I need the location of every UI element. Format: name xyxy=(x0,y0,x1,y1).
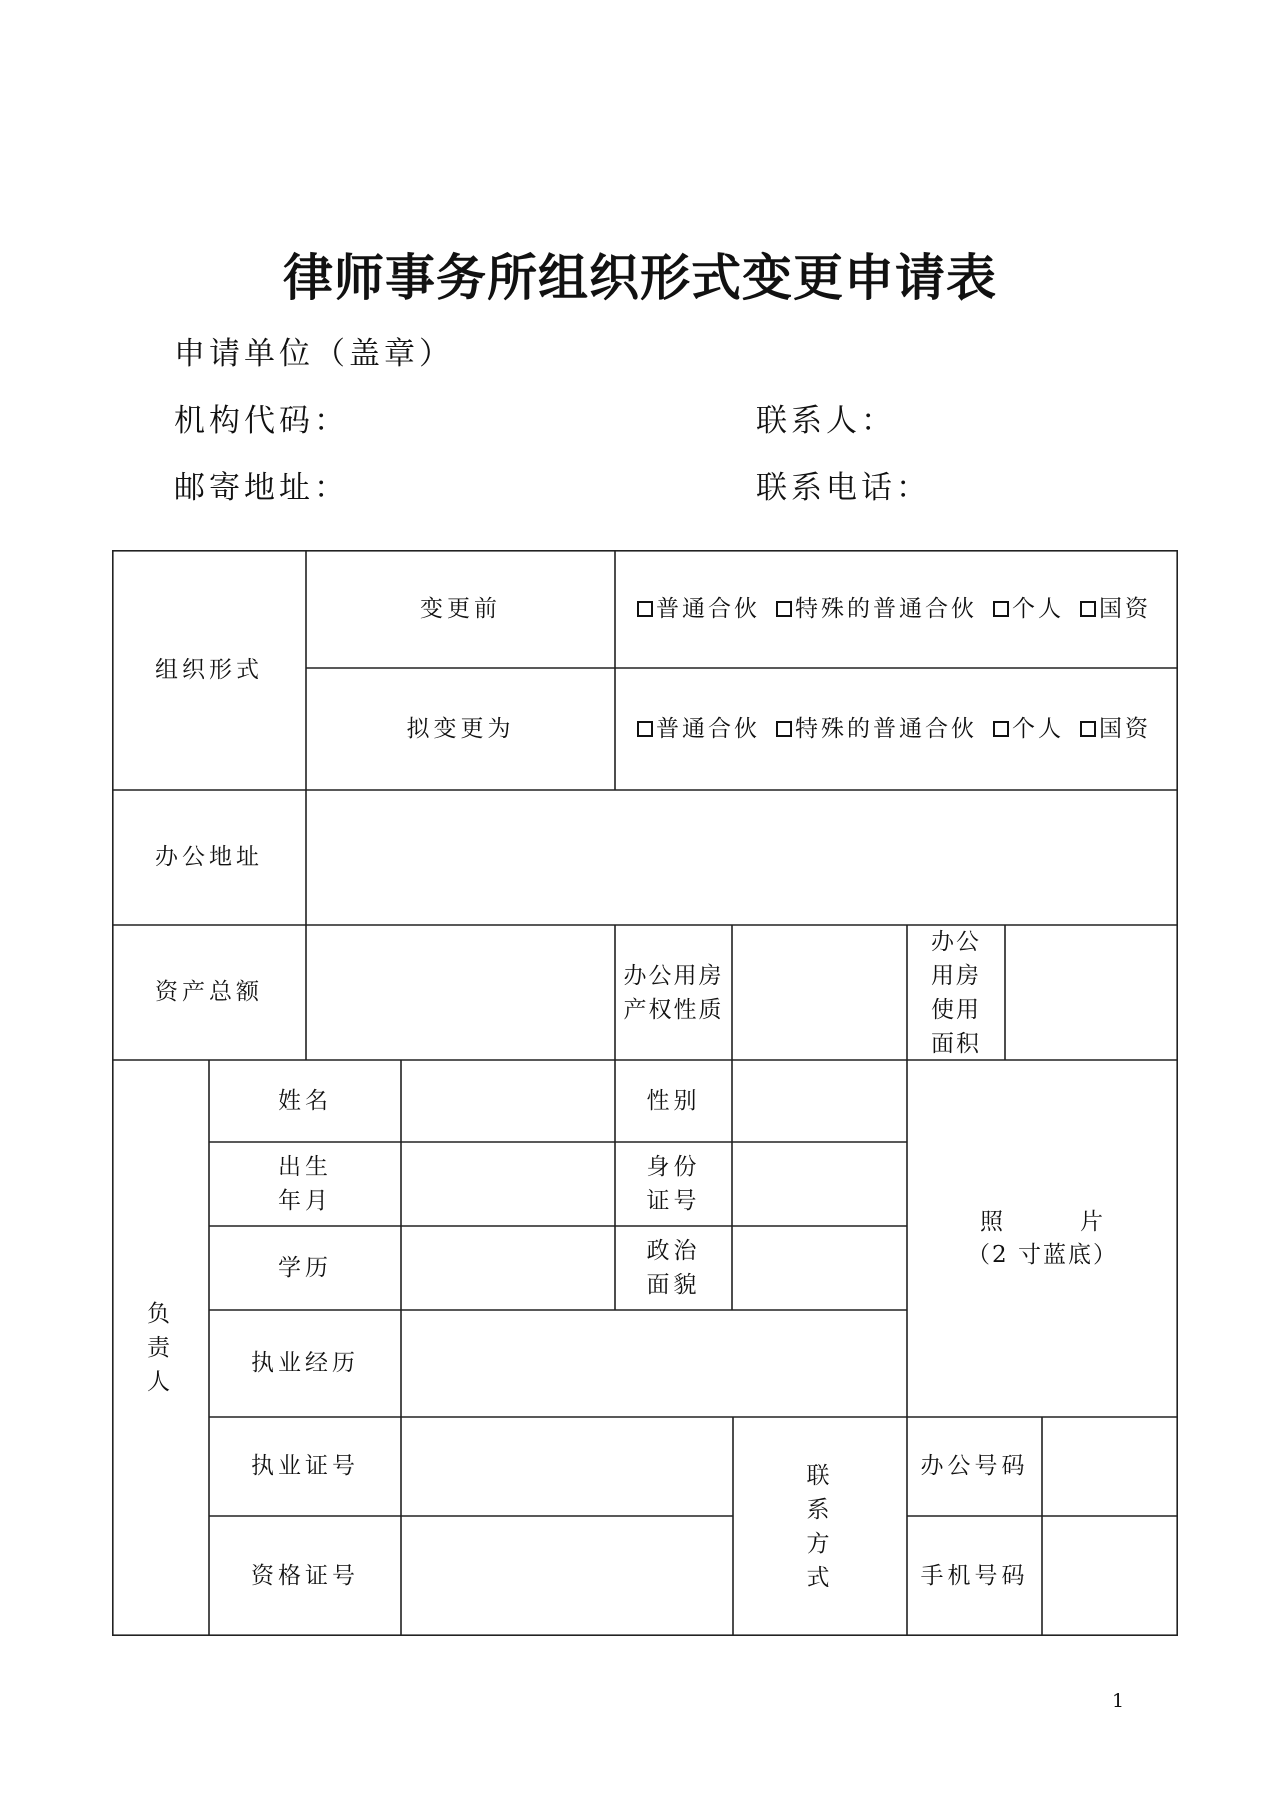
checkbox-icon[interactable] xyxy=(776,601,792,617)
applicant-label: 申请单位（盖章） xyxy=(174,336,454,372)
option-label: 普通合伙 xyxy=(656,595,760,622)
option-special-partnership-after[interactable] xyxy=(776,713,977,746)
birth-line: 出生 xyxy=(278,1154,332,1180)
person-in-charge-char: 人 xyxy=(147,1369,174,1395)
photo-size-note: （2 寸蓝底） xyxy=(967,1241,1118,1268)
office-address-field[interactable] xyxy=(306,790,1178,925)
practice-history-label: 执业经历 xyxy=(251,1350,359,1376)
usage-area-label xyxy=(907,925,1005,1060)
checkbox-icon[interactable] xyxy=(637,601,653,617)
before-label: 变更前 xyxy=(420,595,501,622)
option-individual-before[interactable] xyxy=(993,593,1064,626)
education-label: 学历 xyxy=(278,1254,332,1281)
after-options xyxy=(615,668,1178,790)
id-number-field[interactable] xyxy=(732,1142,907,1226)
contact-person-label: 联系人： xyxy=(756,403,896,439)
form-title: 律师事务所组织形式变更申请表 xyxy=(283,248,997,307)
contact-method-char: 系 xyxy=(806,1496,834,1523)
option-state-owned-after[interactable] xyxy=(1080,713,1151,746)
photo-area[interactable] xyxy=(907,1060,1178,1417)
birth-label xyxy=(209,1142,401,1226)
usage-area-line: 办公 xyxy=(931,928,981,955)
org-form-label: 组织形式 xyxy=(155,656,263,683)
usage-area-line: 面积 xyxy=(931,1030,981,1057)
id-number-label xyxy=(615,1142,732,1226)
name-label: 姓名 xyxy=(278,1087,332,1114)
mail-address-label: 邮寄地址： xyxy=(174,470,349,506)
person-in-charge-char: 负 xyxy=(147,1301,174,1327)
option-state-owned-before[interactable] xyxy=(1080,593,1151,626)
political-status-line: 面貌 xyxy=(646,1272,701,1298)
political-status-field[interactable] xyxy=(732,1226,907,1310)
option-label: 普通合伙 xyxy=(656,715,760,742)
option-individual-after[interactable] xyxy=(993,713,1064,746)
checkbox-icon[interactable] xyxy=(637,721,653,737)
person-in-charge-char: 责 xyxy=(147,1335,174,1361)
contact-method-label xyxy=(733,1417,907,1636)
office-address-label: 办公地址 xyxy=(155,844,263,870)
property-nature-label xyxy=(615,925,732,1060)
option-label: 个人 xyxy=(1012,595,1064,622)
checkbox-icon[interactable] xyxy=(993,601,1009,617)
option-label: 特殊的普通合伙 xyxy=(795,715,977,742)
checkbox-icon[interactable] xyxy=(1080,721,1096,737)
checkbox-icon[interactable] xyxy=(1080,601,1096,617)
application-form xyxy=(112,550,1178,1636)
property-nature-field[interactable] xyxy=(732,925,907,1060)
contact-phone-label: 联系电话： xyxy=(756,470,931,506)
usage-area-field[interactable] xyxy=(1005,925,1178,1060)
political-status-line: 政治 xyxy=(646,1238,701,1264)
office-phone-label: 办公号码 xyxy=(920,1453,1029,1479)
org-code-label: 机构代码： xyxy=(174,403,349,439)
birth-line: 年月 xyxy=(278,1188,332,1214)
qualification-number-field[interactable] xyxy=(401,1516,733,1636)
birth-field[interactable] xyxy=(401,1142,615,1226)
option-label: 国资 xyxy=(1099,595,1151,622)
page-number: 1 xyxy=(1112,1690,1125,1712)
checkbox-icon[interactable] xyxy=(776,721,792,737)
qualification-number-label: 资格证号 xyxy=(251,1562,359,1589)
name-field[interactable] xyxy=(401,1060,615,1142)
option-label: 国资 xyxy=(1099,715,1151,742)
usage-area-line: 使用 xyxy=(931,996,981,1023)
property-nature-line: 产权性质 xyxy=(623,996,724,1023)
property-nature-line: 办公用房 xyxy=(623,962,724,989)
political-status-label xyxy=(615,1226,732,1310)
education-field[interactable] xyxy=(401,1226,615,1310)
mobile-phone-field[interactable] xyxy=(1042,1516,1178,1636)
license-number-label: 执业证号 xyxy=(251,1453,359,1479)
practice-history-field[interactable] xyxy=(401,1310,907,1417)
id-number-line: 身份 xyxy=(646,1154,701,1180)
option-special-partnership-before[interactable] xyxy=(776,593,977,626)
contact-method-char: 联 xyxy=(806,1462,834,1489)
option-general-partnership-before[interactable] xyxy=(637,593,760,626)
checkbox-icon[interactable] xyxy=(993,721,1009,737)
before-options xyxy=(615,550,1178,668)
person-in-charge-label xyxy=(112,1060,209,1636)
total-assets-field[interactable] xyxy=(306,925,615,1060)
photo-label: 照 片 xyxy=(980,1208,1105,1235)
gender-field[interactable] xyxy=(732,1060,907,1142)
after-label: 拟变更为 xyxy=(406,715,515,742)
contact-method-char: 方 xyxy=(806,1530,834,1557)
office-phone-field[interactable] xyxy=(1042,1417,1178,1516)
id-number-line: 证号 xyxy=(646,1188,701,1214)
license-number-field[interactable] xyxy=(401,1417,733,1516)
mobile-phone-label: 手机号码 xyxy=(920,1562,1029,1589)
contact-method-char: 式 xyxy=(806,1564,834,1591)
usage-area-line: 用房 xyxy=(931,962,981,989)
gender-label: 性别 xyxy=(646,1087,701,1114)
option-general-partnership-after[interactable] xyxy=(637,713,760,746)
option-label: 特殊的普通合伙 xyxy=(795,595,977,622)
total-assets-label: 资产总额 xyxy=(155,979,263,1005)
option-label: 个人 xyxy=(1012,715,1064,742)
